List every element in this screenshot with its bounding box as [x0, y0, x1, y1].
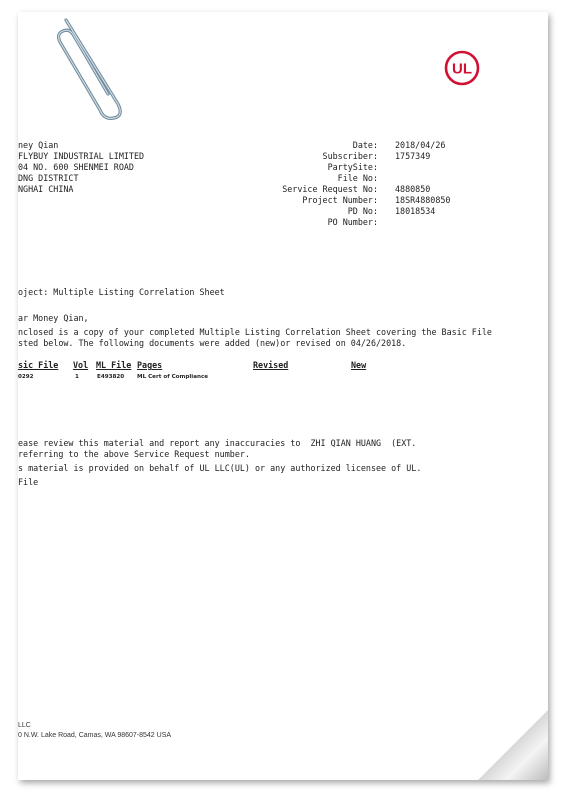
address-line: 04 NO. 600 SHENMEI ROAD	[18, 162, 134, 172]
body-text: nclosed is a copy of your completed Multiple Listing Correlation Sheet covering the Basic File	[18, 327, 492, 337]
greeting: ar Money Qian,	[18, 313, 89, 323]
pd-no-label: PD No:	[347, 206, 378, 216]
pd-no-value: 18018534	[395, 206, 436, 216]
subject-line: oject: Multiple Listing Correlation Sheet	[18, 287, 225, 297]
footer-company: LLC	[18, 722, 31, 729]
cell-basic-file: 0292	[18, 374, 34, 380]
footer-address: 0 N.W. Lake Road, Camas, WA 98607-8542 USA	[18, 732, 172, 739]
address-line: DNG DISTRICT	[18, 173, 79, 183]
cell-ml-file: E493820	[97, 374, 125, 380]
project-number-value: 18SR4880850	[395, 195, 451, 205]
date-value: 2018/04/26	[395, 140, 446, 150]
column-header-basic-file: sic File	[18, 360, 59, 370]
disclaimer-text: s material is provided on behalf of UL LLC(UL) or any authorized licensee of UL.	[18, 463, 422, 473]
cell-pages: ML Cert of Compliance	[137, 374, 209, 380]
document-page	[18, 12, 548, 780]
paperclip-icon	[48, 12, 138, 122]
body-text: sted below. The following documents were added (new)or revised on 04/26/2018.	[18, 338, 407, 348]
project-number-label: Project Number:	[302, 195, 378, 205]
service-request-value: 4880850	[395, 184, 431, 194]
date-label: Date:	[352, 140, 378, 150]
address-line: FLYBUY INDUSTRIAL LIMITED	[18, 151, 145, 161]
review-text: referring to the above Service Request number.	[18, 449, 250, 459]
page-curl	[478, 710, 548, 780]
po-number-label: PO Number:	[327, 217, 378, 227]
review-text: ease review this material and report any inaccuracies to ZHI QIAN HUANG (EXT.	[18, 438, 417, 448]
partysite-label: PartySite:	[327, 162, 378, 172]
column-header-ml-file: ML File	[96, 360, 132, 370]
column-header-new: New	[351, 360, 367, 370]
closing-text: File	[18, 477, 39, 487]
ul-logo	[444, 50, 480, 86]
address-line: ney Qian	[18, 140, 59, 150]
file-no-label: File No:	[337, 173, 378, 183]
column-header-vol: Vol	[73, 360, 89, 370]
subscriber-label: Subscriber:	[322, 151, 378, 161]
cell-vol: 1	[75, 374, 79, 380]
column-header-revised: Revised	[253, 360, 289, 370]
subscriber-value: 1757349	[395, 151, 431, 161]
logo-text: UL	[452, 60, 472, 78]
column-header-pages: Pages	[137, 360, 163, 370]
address-line: NGHAI CHINA	[18, 184, 74, 194]
service-request-label: Service Request No:	[282, 184, 378, 194]
